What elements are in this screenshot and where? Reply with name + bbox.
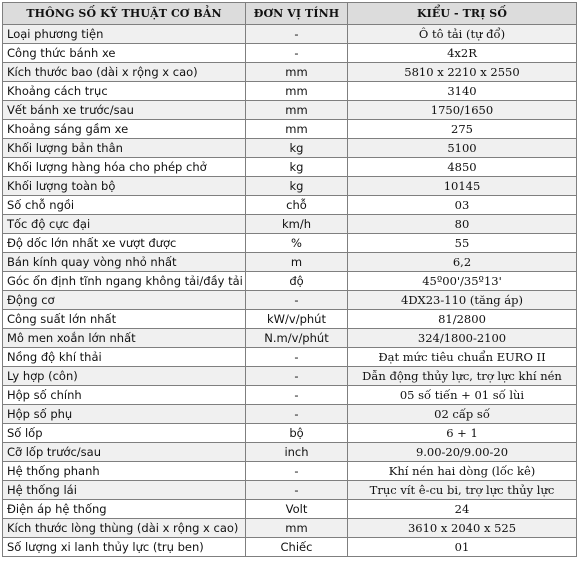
param-cell: Mô men xoắn lớn nhất	[3, 329, 246, 348]
table-row	[3, 25, 577, 44]
param-cell: Khối lượng hàng hóa cho phép chở	[3, 158, 246, 177]
value-cell: Khí nén hai dòng (lốc kê)	[348, 462, 577, 481]
value-cell: 5810 x 2210 x 2550	[348, 63, 577, 82]
unit-cell: mm	[246, 101, 348, 120]
table-row	[3, 310, 577, 329]
param-cell: Kích thước lòng thùng (dài x rộng x cao)	[3, 519, 246, 538]
param-cell: Hộp số phụ	[3, 405, 246, 424]
unit-cell: bộ	[246, 424, 348, 443]
param-cell: Hệ thống phanh	[3, 462, 246, 481]
param-cell: Vết bánh xe trước/sau	[3, 101, 246, 120]
value-cell: 24	[348, 500, 577, 519]
table-row	[3, 405, 577, 424]
param-cell: Khoảng sáng gầm xe	[3, 120, 246, 139]
table-row	[3, 272, 577, 291]
value-cell: 4x2R	[348, 44, 577, 63]
value-cell: Trục vít ê-cu bi, trợ lực thủy lực	[348, 481, 577, 500]
unit-cell: -	[246, 405, 348, 424]
param-cell: Loại phương tiện	[3, 25, 246, 44]
spec-table-container	[2, 2, 576, 557]
param-cell: Số chỗ ngồi	[3, 196, 246, 215]
value-cell: 80	[348, 215, 577, 234]
table-row	[3, 443, 577, 462]
header-value: KIỂU - TRỊ SỐ	[348, 3, 577, 25]
table-row	[3, 177, 577, 196]
value-cell: 1750/1650	[348, 101, 577, 120]
unit-cell: -	[246, 367, 348, 386]
value-cell: 9.00-20/9.00-20	[348, 443, 577, 462]
unit-cell: Volt	[246, 500, 348, 519]
value-cell: 10145	[348, 177, 577, 196]
param-cell: Góc ổn định tĩnh ngang không tải/đầy tải	[3, 272, 246, 291]
param-cell: Khối lượng bản thân	[3, 139, 246, 158]
table-row	[3, 424, 577, 443]
table-row	[3, 82, 577, 101]
unit-cell: -	[246, 386, 348, 405]
value-cell: 03	[348, 196, 577, 215]
unit-cell: -	[246, 291, 348, 310]
value-cell: 81/2800	[348, 310, 577, 329]
unit-cell: kg	[246, 177, 348, 196]
table-row	[3, 120, 577, 139]
value-cell: 6 + 1	[348, 424, 577, 443]
param-cell: Động cơ	[3, 291, 246, 310]
param-cell: Bán kính quay vòng nhỏ nhất	[3, 253, 246, 272]
unit-cell: km/h	[246, 215, 348, 234]
table-row	[3, 519, 577, 538]
table-row	[3, 253, 577, 272]
param-cell: Khoảng cách trục	[3, 82, 246, 101]
unit-cell: mm	[246, 82, 348, 101]
value-cell: 05 số tiến + 01 số lùi	[348, 386, 577, 405]
table-row	[3, 386, 577, 405]
value-cell: 6,2	[348, 253, 577, 272]
unit-cell: chỗ	[246, 196, 348, 215]
value-cell: 3610 x 2040 x 525	[348, 519, 577, 538]
unit-cell: -	[246, 462, 348, 481]
unit-cell: inch	[246, 443, 348, 462]
table-row	[3, 481, 577, 500]
value-cell: 4DX23-110 (tăng áp)	[348, 291, 577, 310]
value-cell: 4850	[348, 158, 577, 177]
unit-cell: Chiếc	[246, 538, 348, 557]
unit-cell: -	[246, 25, 348, 44]
param-cell: Kích thước bao (dài x rộng x cao)	[3, 63, 246, 82]
table-row	[3, 44, 577, 63]
unit-cell: N.m/v/phút	[246, 329, 348, 348]
table-row	[3, 101, 577, 120]
unit-cell: mm	[246, 519, 348, 538]
table-header-row	[3, 3, 577, 25]
unit-cell: m	[246, 253, 348, 272]
table-row	[3, 329, 577, 348]
unit-cell: -	[246, 44, 348, 63]
table-row	[3, 158, 577, 177]
table-row	[3, 538, 577, 557]
param-cell: Tốc độ cực đại	[3, 215, 246, 234]
param-cell: Công thức bánh xe	[3, 44, 246, 63]
unit-cell: kg	[246, 139, 348, 158]
param-cell: Hộp số chính	[3, 386, 246, 405]
table-row	[3, 215, 577, 234]
value-cell: 01	[348, 538, 577, 557]
spec-table	[2, 2, 577, 557]
table-body	[3, 25, 577, 557]
unit-cell: mm	[246, 63, 348, 82]
value-cell: 5100	[348, 139, 577, 158]
value-cell: 02 cấp số	[348, 405, 577, 424]
value-cell: 45º00'/35º13'	[348, 272, 577, 291]
value-cell: 3140	[348, 82, 577, 101]
table-row	[3, 63, 577, 82]
unit-cell: -	[246, 481, 348, 500]
value-cell: Ô tô tải (tự đổ)	[348, 25, 577, 44]
param-cell: Số lượng xi lanh thủy lực (trụ ben)	[3, 538, 246, 557]
unit-cell: -	[246, 348, 348, 367]
table-row	[3, 139, 577, 158]
param-cell: Hệ thống lái	[3, 481, 246, 500]
param-cell: Nồng độ khí thải	[3, 348, 246, 367]
unit-cell: độ	[246, 272, 348, 291]
param-cell: Độ dốc lớn nhất xe vượt được	[3, 234, 246, 253]
value-cell: Đạt mức tiêu chuẩn EURO II	[348, 348, 577, 367]
param-cell: Số lốp	[3, 424, 246, 443]
param-cell: Công suất lớn nhất	[3, 310, 246, 329]
table-row	[3, 234, 577, 253]
unit-cell: kW/v/phút	[246, 310, 348, 329]
header-param: THÔNG SỐ KỸ THUẬT CƠ BẢN	[3, 3, 246, 25]
param-cell: Khối lượng toàn bộ	[3, 177, 246, 196]
param-cell: Cỡ lốp trước/sau	[3, 443, 246, 462]
value-cell: Dẫn động thủy lực, trợ lực khí nén	[348, 367, 577, 386]
table-row	[3, 462, 577, 481]
unit-cell: kg	[246, 158, 348, 177]
param-cell: Ly hợp (côn)	[3, 367, 246, 386]
param-cell: Điện áp hệ thống	[3, 500, 246, 519]
table-row	[3, 291, 577, 310]
table-row	[3, 196, 577, 215]
value-cell: 55	[348, 234, 577, 253]
table-row	[3, 348, 577, 367]
table-row	[3, 367, 577, 386]
value-cell: 324/1800-2100	[348, 329, 577, 348]
header-unit: ĐƠN VỊ TÍNH	[246, 3, 348, 25]
value-cell: 275	[348, 120, 577, 139]
table-row	[3, 500, 577, 519]
unit-cell: mm	[246, 120, 348, 139]
unit-cell: %	[246, 234, 348, 253]
